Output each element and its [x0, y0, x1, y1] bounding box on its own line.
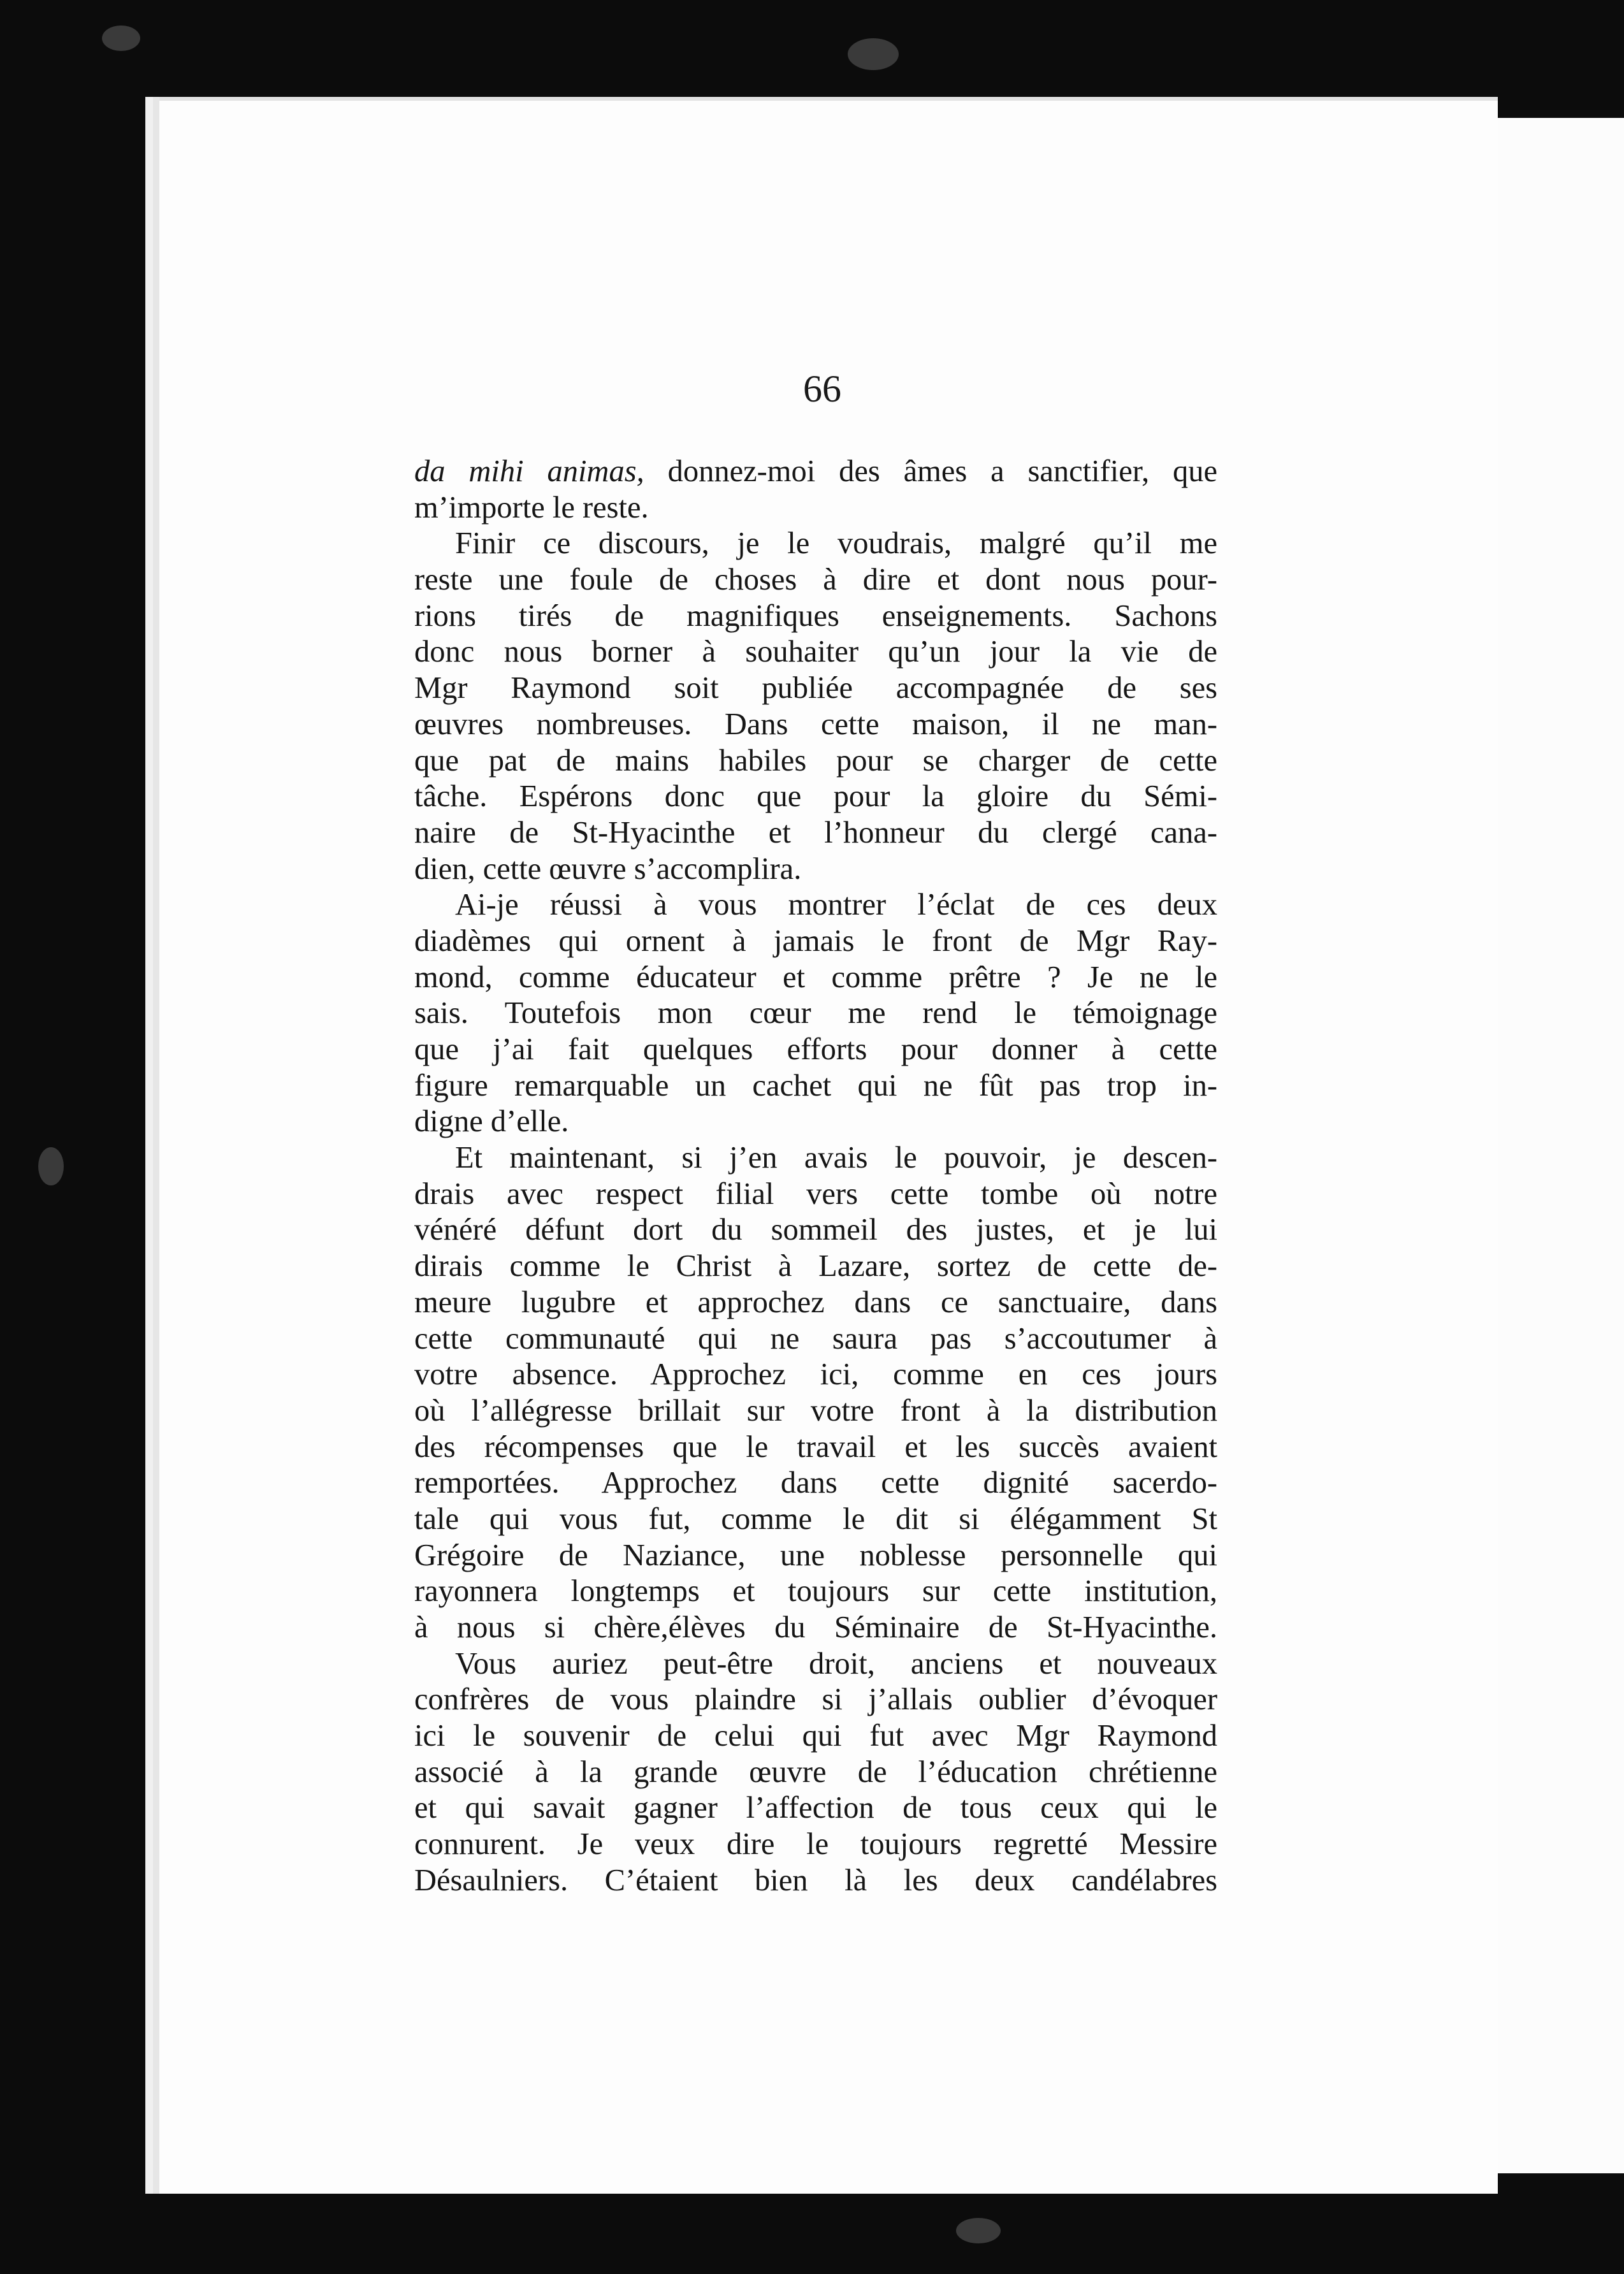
- text-line: [414, 1682, 1217, 1718]
- scan-speck: [38, 1147, 64, 1185]
- line-text: que pat de mains habiles pour se charger de cette: [414, 743, 1217, 778]
- line-text: digne d’elle.: [414, 1104, 569, 1139]
- text-line: [414, 1538, 1217, 1574]
- text-line: [414, 1574, 1217, 1610]
- line-text: remportées. Approchez dans cette dignité sacerdo-: [414, 1466, 1217, 1500]
- body-text: [414, 454, 1217, 1899]
- text-line: [414, 1249, 1217, 1285]
- text-line: [414, 1104, 1217, 1140]
- line-text: et qui savait gagner l’affection de tous ceux qui le: [414, 1791, 1217, 1825]
- line-text: rions tirés de magnifiques enseignements. Sachons: [414, 598, 1217, 633]
- line-text: figure remarquable un cachet qui ne fût pas trop in-: [414, 1068, 1217, 1103]
- line-text: donnez-moi des âmes a sanctifier, que: [644, 454, 1217, 488]
- text-line: [414, 634, 1217, 670]
- line-text: m’importe le reste.: [414, 490, 649, 525]
- text-line: [414, 960, 1217, 996]
- line-text: reste une foule de choses à dire et dont nous pour-: [414, 563, 1217, 597]
- text-line: [414, 1646, 1217, 1683]
- text-line: [414, 1430, 1217, 1466]
- text-line: [414, 1140, 1217, 1177]
- line-text: œuvres nombreuses. Dans cette maison, il ne man-: [414, 707, 1217, 741]
- text-line: [414, 526, 1217, 562]
- text-line: [414, 1393, 1217, 1430]
- text-line: [414, 1212, 1217, 1249]
- text-line: [414, 851, 1217, 888]
- text-line: [414, 1502, 1217, 1538]
- text-line: [414, 707, 1217, 743]
- text-line: [414, 562, 1217, 598]
- text-line: [414, 670, 1217, 707]
- text-line: [414, 1321, 1217, 1358]
- line-text: à nous si chère,élèves du Séminaire de St-Hyacinthe.: [414, 1611, 1217, 1644]
- scan-speck: [848, 38, 899, 70]
- text-line: [414, 815, 1217, 851]
- line-text: Finir ce discours, je le voudrais, malgré qu’il me: [455, 526, 1217, 561]
- line-text: sais. Toutefois mon cœur me rend le témoignage: [414, 996, 1217, 1031]
- text-line: [414, 1827, 1217, 1863]
- text-line: [414, 1357, 1217, 1393]
- text-line: [414, 996, 1217, 1032]
- text-line: [414, 887, 1217, 923]
- text-line: [414, 779, 1217, 815]
- latin-phrase: da mihi animas,: [414, 454, 644, 488]
- line-text: dirais comme le Christ à Lazare, sortez de cette de-: [414, 1249, 1217, 1284]
- line-text: connurent. Je veux dire le toujours regretté Messire: [414, 1827, 1217, 1862]
- line-text: tale qui vous fut, comme le dit si élégamment St: [414, 1502, 1217, 1536]
- line-text: mond, comme éducateur et comme prêtre ? Je ne le: [414, 960, 1217, 994]
- text-line: [414, 743, 1217, 779]
- line-text: Et maintenant, si j’en avais le pouvoir, je descen-: [455, 1141, 1217, 1175]
- line-text: dien, cette œuvre s’accomplira.: [414, 851, 802, 886]
- line-text: que j’ai fait quelques efforts pour donner à cette: [414, 1032, 1217, 1066]
- line-text: donc nous borner à souhaiter qu’un jour la vie de: [414, 635, 1217, 669]
- text-line: [414, 923, 1217, 960]
- line-text: où l’allégresse brillait sur votre front à la distribution: [414, 1393, 1217, 1428]
- line-text: tâche. Espérons donc que pour la gloire du Sémi-: [414, 779, 1217, 814]
- text-line: [414, 1718, 1217, 1755]
- page-number: 66: [803, 368, 841, 410]
- line-text: associé à la grande œuvre de l’éducation chrétienne: [414, 1755, 1217, 1789]
- line-text: Grégoire de Naziance, une noblesse personnelle qui: [414, 1538, 1217, 1572]
- line-text: Mgr Raymond soit publiée accompagnée de ses: [414, 671, 1217, 706]
- line-text: Désaulniers. C’étaient bien là les deux candélabres: [414, 1863, 1217, 1897]
- text-line: [414, 1790, 1217, 1827]
- line-text: Ai-je réussi à vous montrer l’éclat de ces deux: [455, 888, 1217, 922]
- line-text: meure lugubre et approchez dans ce sanctuaire, dans: [414, 1285, 1217, 1319]
- text-line: [414, 1068, 1217, 1104]
- text-line: [414, 454, 1217, 490]
- text-line: [414, 1032, 1217, 1068]
- line-text: rayonnera longtemps et toujours sur cette institution,: [414, 1574, 1217, 1609]
- text-line: [414, 598, 1217, 635]
- facing-page-edge: [1485, 118, 1624, 2173]
- text-line: [414, 1610, 1217, 1646]
- line-text: naire de St-Hyacinthe et l’honneur du clergé cana-: [414, 815, 1217, 850]
- text-line: [414, 1755, 1217, 1791]
- line-text: votre absence. Approchez ici, comme en ces jours: [414, 1358, 1217, 1392]
- text-line: [414, 490, 1217, 526]
- line-text: ici le souvenir de celui qui fut avec Mgr Raymond: [414, 1719, 1217, 1753]
- line-text: confrères de vous plaindre si j’allais oublier d’évoquer: [414, 1683, 1217, 1717]
- text-line: [414, 1863, 1217, 1899]
- line-text: des récompenses que le travail et les succès avaient: [414, 1430, 1217, 1464]
- text-line: [414, 1465, 1217, 1502]
- line-text: cette communauté qui ne saura pas s’accoutumer à: [414, 1321, 1217, 1356]
- scan-speck: [102, 25, 140, 51]
- text-line: [414, 1285, 1217, 1321]
- text-line: [414, 1177, 1217, 1213]
- line-text: vénéré défunt dort du sommeil des justes, et je lui: [414, 1213, 1217, 1247]
- line-text: Vous auriez peut-être droit, anciens et nouveaux: [455, 1646, 1217, 1681]
- line-text: drais avec respect filial vers cette tombe où notre: [414, 1177, 1217, 1211]
- scan-speck: [956, 2218, 1001, 2243]
- line-text: diadèmes qui ornent à jamais le front de Mgr Ray-: [414, 923, 1217, 958]
